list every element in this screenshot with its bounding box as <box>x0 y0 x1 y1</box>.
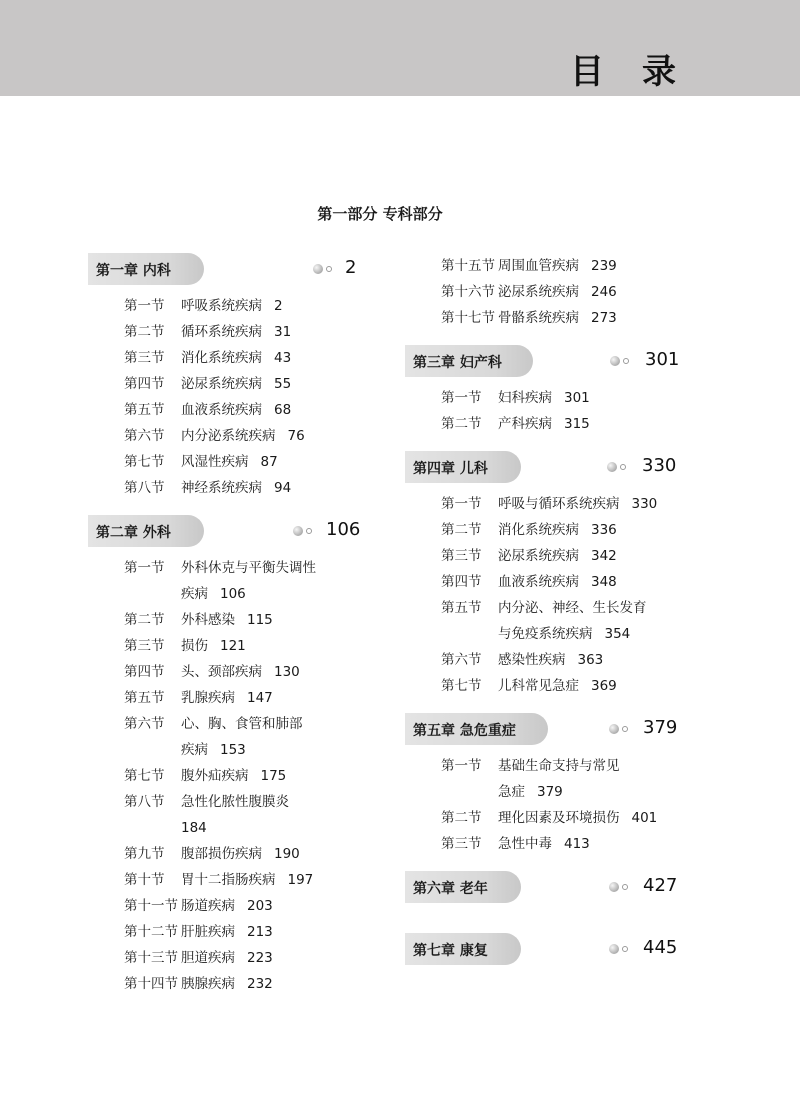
section-title: 消化系统疾病 <box>181 350 262 366</box>
toc-entry[interactable] <box>124 867 378 893</box>
section-page: 76 <box>287 428 305 444</box>
section-title: 肠道疾病 <box>181 898 235 914</box>
toc-entry[interactable] <box>124 555 378 581</box>
section-number: 第十二节 <box>124 924 178 940</box>
toc-entry[interactable] <box>441 673 695 699</box>
toc-entry-continued[interactable] <box>181 737 378 763</box>
section-page: 273 <box>591 310 617 326</box>
toc-entry-continued[interactable] <box>181 581 378 607</box>
section-title: 外科感染 <box>181 612 235 628</box>
toc-entry[interactable] <box>124 345 378 371</box>
section-page: 330 <box>631 496 658 512</box>
toc-entry[interactable] <box>441 647 695 673</box>
section-page: 342 <box>591 548 617 564</box>
section-number: 第九节 <box>124 846 165 862</box>
section-number: 第五节 <box>124 690 165 706</box>
toc-entry[interactable] <box>124 423 378 449</box>
section-title: 心、胸、食管和肺部 <box>181 716 303 732</box>
section-title: 腹外疝疾病 <box>181 768 249 784</box>
chapter-5-heading[interactable] <box>405 713 695 745</box>
chapter-page: 301 <box>645 349 680 370</box>
section-page: 379 <box>537 784 563 800</box>
bullet-dots-icon <box>607 462 627 472</box>
section-title: 周围血管疾病 <box>498 258 579 274</box>
section-number: 第一节 <box>441 758 482 774</box>
section-page: 203 <box>247 898 273 914</box>
section-page: 239 <box>591 258 617 274</box>
section-title: 内分泌系统疾病 <box>181 428 276 444</box>
chapter-page: 379 <box>643 717 678 738</box>
section-number: 第三节 <box>441 548 482 564</box>
chapter-page: 427 <box>643 875 678 896</box>
section-number: 第十七节 <box>441 310 495 326</box>
chapter-label: 第五章 急危重症 <box>413 723 516 739</box>
toc-entry[interactable] <box>124 893 378 919</box>
section-title: 损伤 <box>181 638 208 654</box>
section-page: 121 <box>220 638 246 654</box>
section-number: 第十节 <box>124 872 165 888</box>
section-title: 外科休克与平衡失调性 <box>181 560 316 576</box>
section-page: 190 <box>274 846 300 862</box>
chapter-6-heading[interactable] <box>405 871 695 903</box>
section-page: 246 <box>591 284 617 300</box>
section-title: 呼吸系统疾病 <box>181 298 262 314</box>
toc-entry[interactable] <box>124 685 378 711</box>
toc-entry[interactable] <box>124 971 378 997</box>
toc-entry[interactable] <box>441 805 695 831</box>
toc-entry-continued[interactable] <box>498 779 695 805</box>
section-number: 第二节 <box>124 612 165 628</box>
chapter-label: 第七章 康复 <box>413 943 488 959</box>
section-title: 儿科常见急症 <box>498 678 579 694</box>
toc-entry[interactable] <box>124 293 378 319</box>
section-page: 197 <box>287 872 314 888</box>
toc-entry[interactable] <box>124 919 378 945</box>
section-page: 55 <box>274 376 292 392</box>
section-title: 胆道疾病 <box>181 950 235 966</box>
section-page: 336 <box>591 522 617 538</box>
section-number: 第六节 <box>124 428 165 444</box>
section-page: 369 <box>591 678 617 694</box>
section-page: 115 <box>247 612 273 628</box>
toc-entry[interactable] <box>441 831 695 857</box>
section-page: 413 <box>564 836 590 852</box>
section-page: 401 <box>631 810 658 826</box>
toc-entry[interactable] <box>441 569 695 595</box>
section-number: 第十三节 <box>124 950 178 966</box>
section-title: 骨骼系统疾病 <box>498 310 579 326</box>
section-title: 感染性疾病 <box>498 652 566 668</box>
toc-entry-continued[interactable] <box>498 621 695 647</box>
section-number: 第五节 <box>124 402 165 418</box>
section-title: 消化系统疾病 <box>498 522 579 538</box>
section-page: 106 <box>220 586 246 602</box>
section-title: 泌尿系统疾病 <box>181 376 262 392</box>
toc-entry-continued[interactable] <box>181 815 378 841</box>
toc-entry[interactable] <box>124 659 378 685</box>
section-title: 基础生命支持与常见 <box>498 758 620 774</box>
section-number: 第十一节 <box>124 898 178 914</box>
section-title: 妇科疾病 <box>498 390 552 406</box>
chapter-label: 第二章 外科 <box>96 525 171 541</box>
section-number: 第六节 <box>441 652 482 668</box>
section-number: 第二节 <box>441 522 482 538</box>
bullet-dots-icon <box>609 944 629 954</box>
section-title: 理化因素及环境损伤 <box>498 810 620 826</box>
section-number: 第三节 <box>441 836 482 852</box>
toc-left-column <box>88 253 378 997</box>
section-title: 急性化脓性腹膜炎 <box>181 794 289 810</box>
toc-entry[interactable] <box>441 385 695 411</box>
section-number: 第五节 <box>441 600 482 616</box>
section-number: 第四节 <box>441 574 482 590</box>
section-number: 第三节 <box>124 638 165 654</box>
section-page: 43 <box>274 350 292 366</box>
section-title-cont: 疾病 <box>181 586 208 602</box>
toc-entry[interactable] <box>441 279 695 305</box>
chapter-1-heading[interactable] <box>88 253 378 285</box>
toc-entry[interactable] <box>124 397 378 423</box>
section-title: 血液系统疾病 <box>498 574 579 590</box>
section-title: 呼吸与循环系统疾病 <box>498 496 620 512</box>
part-title: 第一部分 专科部分 <box>317 205 443 223</box>
toc-entry[interactable] <box>124 711 378 737</box>
toc-entry[interactable] <box>124 841 378 867</box>
toc-entry[interactable] <box>441 595 695 621</box>
chapter-3-heading[interactable] <box>405 345 695 377</box>
section-title: 神经系统疾病 <box>181 480 262 496</box>
section-title: 头、颈部疾病 <box>181 664 262 680</box>
chapter-2-heading[interactable] <box>88 515 378 547</box>
toc-entry[interactable] <box>124 371 378 397</box>
section-title: 乳腺疾病 <box>181 690 235 706</box>
section-page: 213 <box>247 924 273 940</box>
section-page: 232 <box>247 976 273 992</box>
bullet-dots-icon <box>609 882 629 892</box>
section-number: 第七节 <box>124 454 165 470</box>
toc-entry[interactable] <box>124 945 378 971</box>
section-page: 153 <box>220 742 246 758</box>
chapter-label: 第一章 内科 <box>96 263 171 279</box>
section-page: 87 <box>260 454 278 470</box>
section-number: 第一节 <box>124 560 165 576</box>
chapter-page: 2 <box>345 257 357 278</box>
toc-entry[interactable] <box>124 319 378 345</box>
toc-entry[interactable] <box>124 475 378 501</box>
chapter-page: 106 <box>326 519 361 540</box>
section-number: 第二节 <box>441 810 482 826</box>
chapter-7-heading[interactable] <box>405 933 695 965</box>
section-title: 急性中毒 <box>498 836 552 852</box>
toc-entry[interactable] <box>124 607 378 633</box>
section-title: 腹部损伤疾病 <box>181 846 262 862</box>
section-page: 31 <box>274 324 292 340</box>
chapter-page: 330 <box>642 455 677 476</box>
chapter-label: 第四章 儿科 <box>413 461 488 477</box>
section-number: 第七节 <box>124 768 165 784</box>
section-number: 第八节 <box>124 794 165 810</box>
section-page: 354 <box>604 626 631 642</box>
bullet-dots-icon <box>610 356 630 366</box>
toc-entry[interactable] <box>441 411 695 437</box>
section-title: 内分泌、神经、生长发育 <box>498 600 647 616</box>
bullet-dots-icon <box>609 724 629 734</box>
toc-entry[interactable] <box>441 517 695 543</box>
toc-entry[interactable] <box>441 491 695 517</box>
section-title: 肝脏疾病 <box>181 924 235 940</box>
section-number: 第四节 <box>124 664 165 680</box>
bullet-dots-icon <box>313 264 333 274</box>
toc-entry[interactable] <box>441 753 695 779</box>
section-title: 胃十二指肠疾病 <box>181 872 276 888</box>
section-number: 第一节 <box>124 298 165 314</box>
section-title: 风湿性疾病 <box>181 454 249 470</box>
section-number: 第六节 <box>124 716 165 732</box>
toc-entry[interactable] <box>441 305 695 331</box>
section-number: 第七节 <box>441 678 482 694</box>
section-title: 血液系统疾病 <box>181 402 262 418</box>
section-page: 94 <box>274 480 292 496</box>
section-page: 315 <box>564 416 590 432</box>
section-title: 循环系统疾病 <box>181 324 262 340</box>
section-number: 第八节 <box>124 480 165 496</box>
section-title-cont: 疾病 <box>181 742 208 758</box>
section-number: 第一节 <box>441 390 482 406</box>
section-number: 第十五节 <box>441 258 495 274</box>
section-number: 第二节 <box>441 416 482 432</box>
section-page: 130 <box>274 664 300 680</box>
section-title: 泌尿系统疾病 <box>498 284 579 300</box>
section-title: 泌尿系统疾病 <box>498 548 579 564</box>
chapter-4-heading[interactable] <box>405 451 695 483</box>
section-number: 第三节 <box>124 350 165 366</box>
toc-entry[interactable] <box>124 763 378 789</box>
section-title-cont: 急症 <box>498 784 525 800</box>
bullet-dots-icon <box>293 526 313 536</box>
chapter-label: 第三章 妇产科 <box>413 355 502 371</box>
section-page: 68 <box>274 402 292 418</box>
chapter-page: 445 <box>643 937 678 958</box>
section-page: 175 <box>260 768 287 784</box>
section-title-cont: 与免疫系统疾病 <box>498 626 593 642</box>
section-page: 348 <box>591 574 617 590</box>
toc-entry[interactable] <box>124 633 378 659</box>
section-page: 2 <box>274 298 283 314</box>
section-number: 第十四节 <box>124 976 178 992</box>
chapter-label: 第六章 老年 <box>413 881 488 897</box>
section-page: 223 <box>247 950 273 966</box>
toc-entry[interactable] <box>124 449 378 475</box>
section-page: 363 <box>577 652 604 668</box>
page-title: 目录 <box>570 52 714 92</box>
toc-entry[interactable] <box>441 253 695 279</box>
section-number: 第四节 <box>124 376 165 392</box>
toc-right-column <box>405 253 695 973</box>
section-title: 产科疾病 <box>498 416 552 432</box>
section-page: 301 <box>564 390 590 406</box>
section-title: 胰腺疾病 <box>181 976 235 992</box>
section-number: 第十六节 <box>441 284 495 300</box>
section-number: 第二节 <box>124 324 165 340</box>
toc-entry[interactable] <box>441 543 695 569</box>
section-page: 184 <box>181 820 207 836</box>
toc-entry[interactable] <box>124 789 378 815</box>
section-page: 147 <box>247 690 273 706</box>
section-number: 第一节 <box>441 496 482 512</box>
